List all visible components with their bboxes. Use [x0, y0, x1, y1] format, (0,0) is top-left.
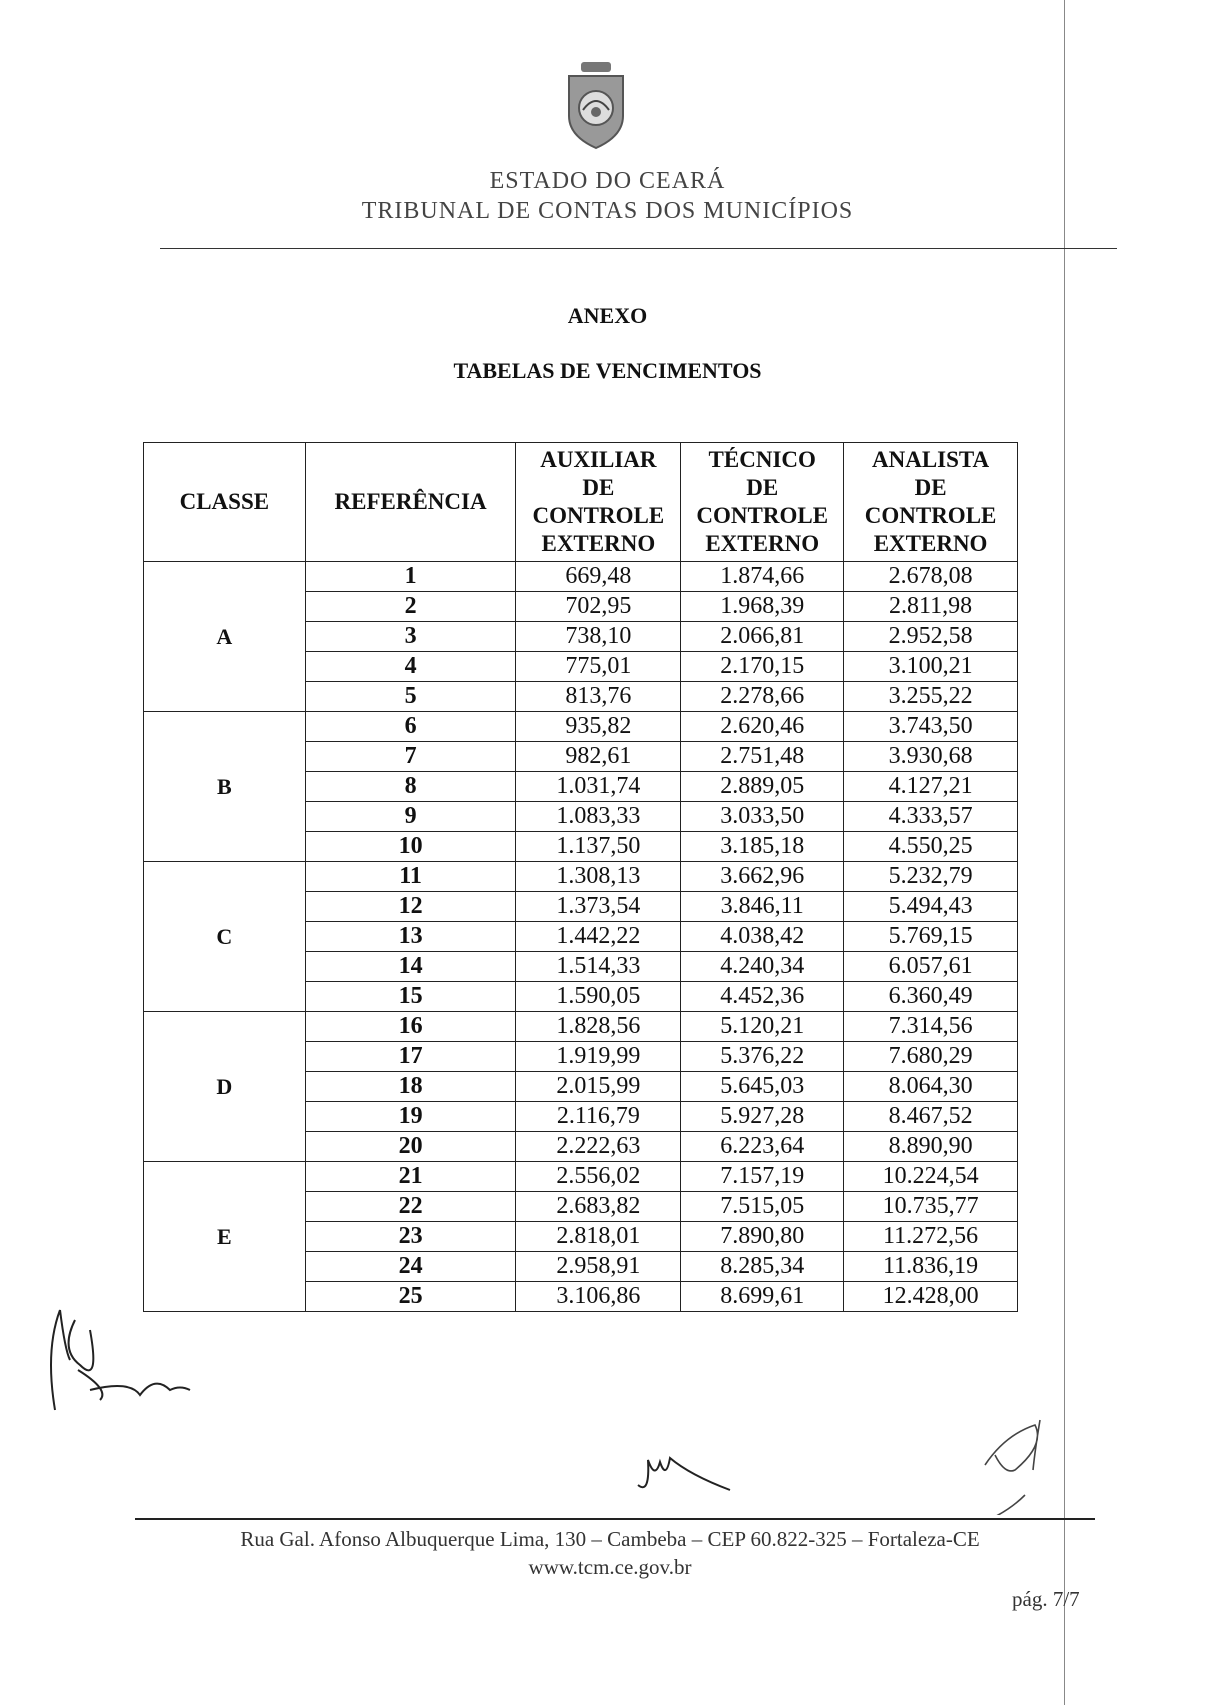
tecnico-cell: 1.874,66: [681, 562, 844, 592]
analista-cell: 5.769,15: [844, 922, 1018, 952]
analista-cell: 4.550,25: [844, 832, 1018, 862]
reference-cell: 8: [305, 772, 516, 802]
reference-cell: 21: [305, 1162, 516, 1192]
auxiliar-cell: 738,10: [516, 622, 681, 652]
analista-cell: 6.057,61: [844, 952, 1018, 982]
header-referencia: REFERÊNCIA: [305, 443, 516, 562]
analista-cell: 8.467,52: [844, 1102, 1018, 1132]
table-row: [144, 1162, 1018, 1192]
auxiliar-cell: 1.031,74: [516, 772, 681, 802]
auxiliar-cell: 813,76: [516, 682, 681, 712]
reference-cell: 3: [305, 622, 516, 652]
footer-divider: [135, 1518, 1095, 1520]
salary-table: [143, 442, 1018, 1312]
auxiliar-cell: 1.442,22: [516, 922, 681, 952]
table-header-row: [144, 443, 1018, 562]
tecnico-cell: 3.185,18: [681, 832, 844, 862]
annex-title: ANEXO: [567, 303, 648, 328]
analista-cell: 11.272,56: [844, 1222, 1018, 1252]
table-row: [144, 712, 1018, 742]
auxiliar-cell: 2.683,82: [516, 1192, 681, 1222]
tecnico-cell: 2.170,15: [681, 652, 844, 682]
analista-cell: 7.314,56: [844, 1012, 1018, 1042]
analista-cell: 3.930,68: [844, 742, 1018, 772]
auxiliar-cell: 1.828,56: [516, 1012, 681, 1042]
analista-cell: 5.494,43: [844, 892, 1018, 922]
handwritten-initials-right: [975, 1395, 1065, 1515]
header-tecnico: TÉCNICO DE CONTROLE EXTERNO: [681, 443, 844, 562]
header-classe: CLASSE: [144, 443, 306, 562]
auxiliar-cell: 669,48: [516, 562, 681, 592]
salary-table-body: [144, 562, 1018, 1312]
tecnico-cell: 2.751,48: [681, 742, 844, 772]
tecnico-cell: 7.157,19: [681, 1162, 844, 1192]
auxiliar-cell: 2.818,01: [516, 1222, 681, 1252]
tecnico-cell: 7.890,80: [681, 1222, 844, 1252]
analista-cell: 3.743,50: [844, 712, 1018, 742]
auxiliar-cell: 982,61: [516, 742, 681, 772]
analista-cell: 10.735,77: [844, 1192, 1018, 1222]
reference-cell: 14: [305, 952, 516, 982]
analista-cell: 3.255,22: [844, 682, 1018, 712]
footer-website: www.tcm.ce.gov.br: [528, 1555, 692, 1579]
page-number: pág. 7/7: [1012, 1587, 1080, 1611]
tecnico-cell: 5.120,21: [681, 1012, 844, 1042]
header-auxiliar: AUXILIAR DE CONTROLE EXTERNO: [516, 443, 681, 562]
reference-cell: 1: [305, 562, 516, 592]
tecnico-cell: 5.645,03: [681, 1072, 844, 1102]
reference-cell: 18: [305, 1072, 516, 1102]
reference-cell: 10: [305, 832, 516, 862]
footer-address: Rua Gal. Afonso Albuquerque Lima, 130 – Cambeba – CEP 60.822-325 – Fortaleza-CE: [240, 1527, 980, 1551]
analista-cell: 8.890,90: [844, 1132, 1018, 1162]
auxiliar-cell: 2.015,99: [516, 1072, 681, 1102]
state-coat-of-arms-icon: [561, 60, 631, 150]
tecnico-cell: 2.889,05: [681, 772, 844, 802]
tecnico-cell: 5.927,28: [681, 1102, 844, 1132]
table-title: TABELAS DE VENCIMENTOS: [453, 358, 762, 383]
auxiliar-cell: 1.919,99: [516, 1042, 681, 1072]
tecnico-cell: 8.285,34: [681, 1252, 844, 1282]
header-divider: [160, 248, 1117, 249]
tecnico-cell: 3.846,11: [681, 892, 844, 922]
reference-cell: 12: [305, 892, 516, 922]
analista-cell: 4.333,57: [844, 802, 1018, 832]
tecnico-cell: 3.033,50: [681, 802, 844, 832]
analista-cell: 10.224,54: [844, 1162, 1018, 1192]
reference-cell: 11: [305, 862, 516, 892]
reference-cell: 22: [305, 1192, 516, 1222]
auxiliar-cell: 2.556,02: [516, 1162, 681, 1192]
tecnico-cell: 3.662,96: [681, 862, 844, 892]
tecnico-cell: 2.278,66: [681, 682, 844, 712]
class-cell: B: [144, 712, 306, 862]
header-analista: ANALISTA DE CONTROLE EXTERNO: [844, 443, 1018, 562]
reference-cell: 23: [305, 1222, 516, 1252]
analista-cell: 8.064,30: [844, 1072, 1018, 1102]
tecnico-cell: 4.240,34: [681, 952, 844, 982]
tecnico-cell: 6.223,64: [681, 1132, 844, 1162]
auxiliar-cell: 775,01: [516, 652, 681, 682]
auxiliar-cell: 1.373,54: [516, 892, 681, 922]
table-row: [144, 1012, 1018, 1042]
auxiliar-cell: 1.308,13: [516, 862, 681, 892]
tecnico-cell: 4.452,36: [681, 982, 844, 1012]
reference-cell: 17: [305, 1042, 516, 1072]
court-name: TRIBUNAL DE CONTAS DOS MUNICÍPIOS: [361, 198, 854, 224]
reference-cell: 25: [305, 1282, 516, 1312]
reference-cell: 5: [305, 682, 516, 712]
analista-cell: 2.952,58: [844, 622, 1018, 652]
analista-cell: 11.836,19: [844, 1252, 1018, 1282]
auxiliar-cell: 2.958,91: [516, 1252, 681, 1282]
auxiliar-cell: 2.116,79: [516, 1102, 681, 1132]
auxiliar-cell: 1.137,50: [516, 832, 681, 862]
auxiliar-cell: 1.083,33: [516, 802, 681, 832]
analista-cell: 2.678,08: [844, 562, 1018, 592]
auxiliar-cell: 702,95: [516, 592, 681, 622]
class-cell: D: [144, 1012, 306, 1162]
reference-cell: 4: [305, 652, 516, 682]
class-cell: E: [144, 1162, 306, 1312]
tecnico-cell: 4.038,42: [681, 922, 844, 952]
analista-cell: 6.360,49: [844, 982, 1018, 1012]
tecnico-cell: 8.699,61: [681, 1282, 844, 1312]
state-name: ESTADO DO CEARÁ: [489, 168, 726, 194]
tecnico-cell: 1.968,39: [681, 592, 844, 622]
reference-cell: 15: [305, 982, 516, 1012]
reference-cell: 24: [305, 1252, 516, 1282]
analista-cell: 5.232,79: [844, 862, 1018, 892]
handwritten-signature-left: [30, 1290, 200, 1420]
auxiliar-cell: 935,82: [516, 712, 681, 742]
analista-cell: 2.811,98: [844, 592, 1018, 622]
reference-cell: 6: [305, 712, 516, 742]
analista-cell: 3.100,21: [844, 652, 1018, 682]
auxiliar-cell: 1.590,05: [516, 982, 681, 1012]
handwritten-initials-center: [630, 1440, 740, 1500]
tecnico-cell: 2.620,46: [681, 712, 844, 742]
reference-cell: 7: [305, 742, 516, 772]
class-cell: C: [144, 862, 306, 1012]
analista-cell: 12.428,00: [844, 1282, 1018, 1312]
analista-cell: 7.680,29: [844, 1042, 1018, 1072]
tecnico-cell: 7.515,05: [681, 1192, 844, 1222]
auxiliar-cell: 1.514,33: [516, 952, 681, 982]
tecnico-cell: 5.376,22: [681, 1042, 844, 1072]
class-cell: A: [144, 562, 306, 712]
table-row: [144, 862, 1018, 892]
auxiliar-cell: 2.222,63: [516, 1132, 681, 1162]
reference-cell: 16: [305, 1012, 516, 1042]
table-row: [144, 562, 1018, 592]
reference-cell: 2: [305, 592, 516, 622]
tecnico-cell: 2.066,81: [681, 622, 844, 652]
reference-cell: 13: [305, 922, 516, 952]
auxiliar-cell: 3.106,86: [516, 1282, 681, 1312]
reference-cell: 9: [305, 802, 516, 832]
reference-cell: 20: [305, 1132, 516, 1162]
analista-cell: 4.127,21: [844, 772, 1018, 802]
reference-cell: 19: [305, 1102, 516, 1132]
